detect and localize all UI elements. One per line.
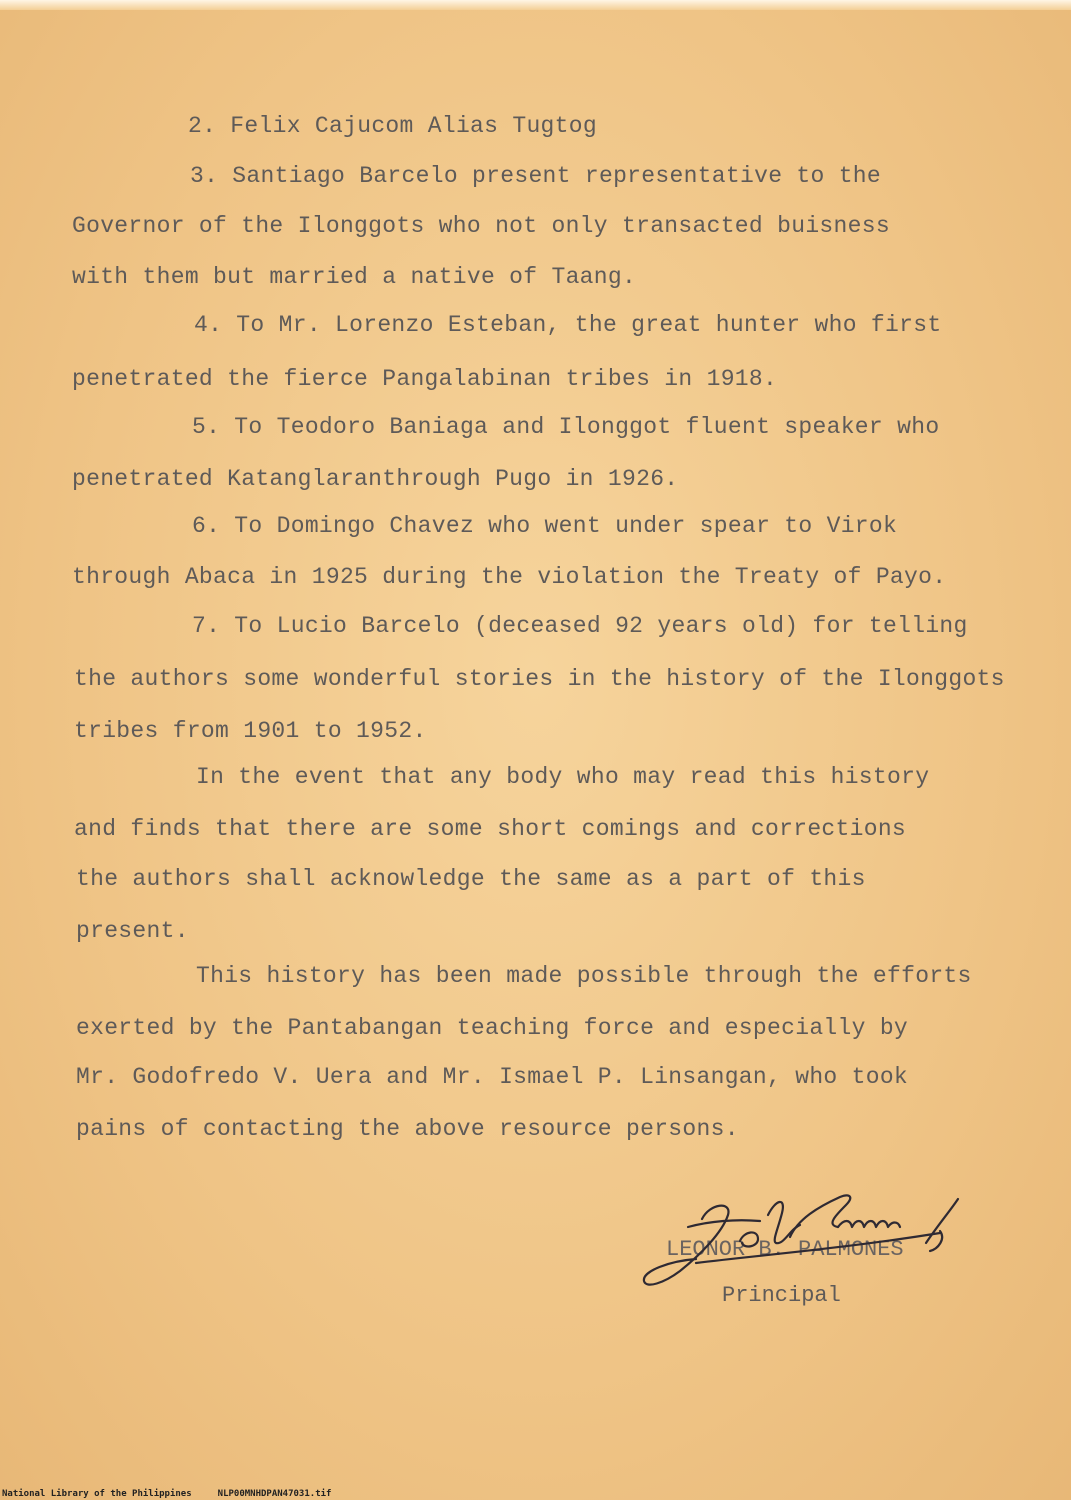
text-line-7: 5. To Teodoro Baniaga and Ilonggot fluent speaker who — [192, 414, 940, 440]
archive-label: National Library of the Philippines — [2, 1489, 192, 1499]
handwritten-signature — [640, 1185, 970, 1295]
file-label: NLP00MNHDPAN47031.tif — [217, 1489, 332, 1499]
text-line-11: 7. To Lucio Barcelo (deceased 92 years old) for telling — [192, 613, 968, 639]
text-line-3: Governor of the Ilonggots who not only transacted buisness — [72, 213, 890, 239]
text-line-2: 3. Santiago Barcelo present representative to the — [190, 163, 882, 189]
text-line-20: Mr. Godofredo V. Uera and Mr. Ismael P. Linsangan, who took — [76, 1064, 909, 1090]
text-line-6: penetrated the fierce Pangalabinan tribes in 1918. — [72, 366, 778, 392]
scan-footer — [2, 1489, 331, 1499]
text-line-8: penetrated Katanglaranthrough Pugo in 1926. — [72, 466, 679, 492]
text-line-14: In the event that any body who may read this history — [196, 764, 930, 790]
text-line-9: 6. To Domingo Chavez who went under spear to Virok — [192, 513, 898, 539]
page-edge — [0, 0, 1071, 10]
text-line-12: the authors some wonderful stories in the history of the Ilonggots — [74, 666, 1005, 692]
text-line-16: the authors shall acknowledge the same as a part of this — [76, 866, 866, 892]
text-line-17: present. — [76, 918, 189, 944]
text-line-15: and finds that there are some short comings and corrections — [74, 816, 907, 842]
signatory-title: Principal — [722, 1283, 841, 1308]
text-line-1: 2. Felix Cajucom Alias Tugtog — [188, 113, 597, 139]
text-line-5: 4. To Mr. Lorenzo Esteban, the great hunter who first — [194, 312, 942, 338]
text-line-19: exerted by the Pantabangan teaching force and especially by — [76, 1015, 909, 1041]
text-line-18: This history has been made possible through the efforts — [196, 963, 972, 989]
text-line-4: with them but married a native of Taang. — [72, 264, 637, 290]
text-line-13: tribes from 1901 to 1952. — [74, 718, 427, 744]
signature-block — [640, 1185, 970, 1315]
text-line-10: through Abaca in 1925 during the violation the Treaty of Payo. — [72, 564, 947, 590]
text-line-21: pains of contacting the above resource persons. — [76, 1116, 739, 1142]
signatory-name: LEONOR B. PALMONES — [666, 1237, 904, 1262]
